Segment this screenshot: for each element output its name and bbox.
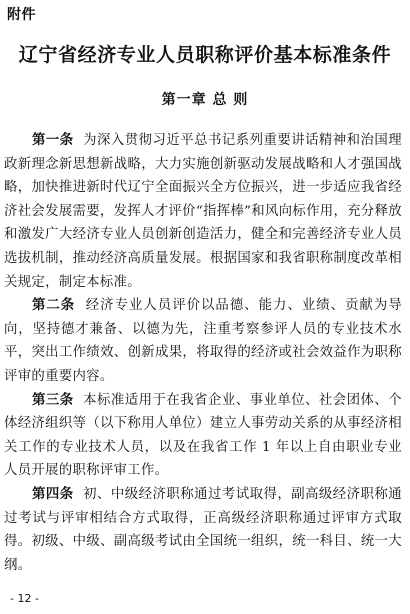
chapter-heading: 第一章 总 则 (161, 92, 249, 108)
article-4 (4, 483, 402, 577)
article-2 (4, 294, 402, 388)
attachment-label: 附件 (7, 7, 36, 23)
article-text: 经济专业人员评价以品德、能力、业绩、贡献为导向，坚持德才兼备、以德为先，注重考察参评人员的专业技术水平，突出工作绩效、创新成果，将取得的经济或社会效益作为职称评审的重要内容。 (4, 298, 402, 384)
article-number: 第四条 (32, 486, 74, 502)
article-text: 为深入贯彻习近平总书记系列重要讲话精神和治国理政新理念新思想新战略，大力实施创新驱动发展战略和人才强国战略，加快推进新时代辽宁全面振兴全方位振兴，进一步适应我省经济社会发展需要，发挥人才评价“指挥棒”和风向标作用，充分释放和激发广大经济专业人员创新创造活力，健全和完善经济专业人员选拔机制，推动经济高质量发展。根据国家和我省职称制度改革相关规定，制定本标准。 (4, 133, 402, 290)
article-3 (4, 389, 402, 483)
article-1 (4, 129, 402, 294)
article-text: 本标准适用于在我省企业、事业单位、社会团体、个体经济组织等（以下称用人单位）建立人事劳动关系的从事经济相关工作的专业技术人员，以及在我省工作 1 年以上自由职业专业人员开展的职称评审工作。 (4, 392, 402, 479)
article-number: 第二条 (32, 298, 76, 314)
article-number: 第三条 (32, 392, 74, 408)
article-list (4, 129, 402, 577)
article-text: 初、中级经济职称通过考试取得，副高级经济职称通过考试与评审相结合方式取得，正高级经济职称通过评审方式取得。初级、中级、副高级考试由全国统一组织，统一科目、统一大纲。 (4, 486, 402, 573)
page-number: - 12 - (10, 592, 39, 605)
document-title: 辽宁省经济专业人员职称评价基本标准条件 (18, 44, 392, 66)
article-number: 第一条 (32, 133, 74, 148)
